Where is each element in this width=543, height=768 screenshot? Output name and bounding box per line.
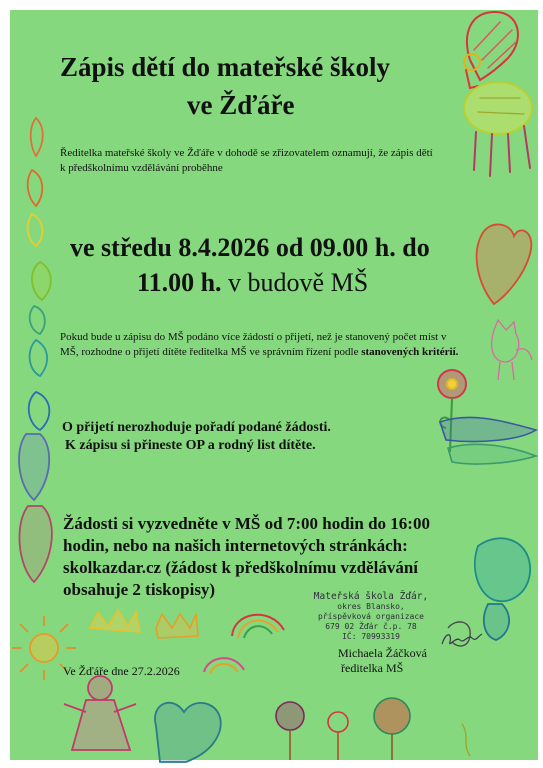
criteria-emphasis: stanovených kritérií. <box>361 346 459 358</box>
event-date-line: ve středu 8.4.2026 od 09.00 h. do <box>70 233 430 262</box>
handwritten-signature <box>438 628 484 650</box>
intro-line: k předškolnímu vzdělávání proběhne <box>60 162 223 174</box>
scribble-doodle-icon <box>440 417 536 464</box>
heart-doodle-icon <box>155 703 221 762</box>
rainbow-doodle-icon <box>204 615 284 674</box>
signature-block <box>338 646 427 676</box>
event-location: v budově MŠ <box>221 268 369 297</box>
rule-line <box>60 345 492 360</box>
cat-doodle-icon <box>492 320 532 380</box>
butterfly-doodle-icon <box>475 538 530 640</box>
stamp-line: okres Blansko, <box>337 602 405 611</box>
pickup-paragraph <box>63 513 473 601</box>
crown-doodle-icon <box>90 610 198 638</box>
event-time-line <box>137 268 368 298</box>
rule-text: MŠ, rozhodne o přijetí dítěte ředitelka MŠ ve správním řízení podle <box>60 346 362 358</box>
page-title-line2: ve Žďáře <box>187 90 295 120</box>
note-line: O přijetí nerozhoduje pořadí podané žádosti. <box>62 420 331 435</box>
event-end-time: 11.00 h. <box>137 268 222 297</box>
rule-line: Pokud bude u zápisu do MŠ podáno více žádostí o přijetí, než je stanovený počet míst v <box>60 331 447 343</box>
intro-paragraph <box>60 146 480 176</box>
place-and-date: Ve Žďáře dne 27.2.2026 <box>63 664 180 678</box>
pickup-line: obsahuje 2 tiskopisy) <box>63 580 216 599</box>
stamp-line: IČ: 70993319 <box>342 632 400 641</box>
note-line: K zápisu si přineste OP a rodný list dítěte. <box>65 438 316 453</box>
person-doodle-icon <box>64 676 136 750</box>
pickup-line: Žádosti si vyzvedněte v MŠ od 7:00 hodin do 16:00 <box>63 514 430 533</box>
heart-doodle-icon <box>19 118 52 582</box>
page-title: Zápis dětí do mateřské školy <box>60 52 391 82</box>
heart-doodle-icon <box>477 224 532 304</box>
pickup-line: hodin, nebo na našich internetových stránkách: <box>63 536 408 555</box>
intro-line: Ředitelka mateřské školy ve Žďáře v dohodě se zřizovatelem oznamují, že zápis dětí <box>60 147 433 159</box>
stamp-line: příspěvková organizace <box>318 612 424 621</box>
admission-rule-paragraph <box>60 330 492 360</box>
lollipop-doodle-icon <box>276 698 410 760</box>
stamp-line: Mateřská škola Žďár, <box>313 591 429 602</box>
notes-block <box>62 419 331 455</box>
pickup-line: skolkazdar.cz (žádost k předškolnímu vzdělávání <box>63 558 418 577</box>
signatory-name: Michaela Žáčková <box>338 646 427 660</box>
stamp-line: 679 02 Žďár č.p. 78 <box>325 622 417 631</box>
signatory-role: ředitelka MŠ <box>341 661 404 675</box>
school-stamp <box>310 592 432 642</box>
